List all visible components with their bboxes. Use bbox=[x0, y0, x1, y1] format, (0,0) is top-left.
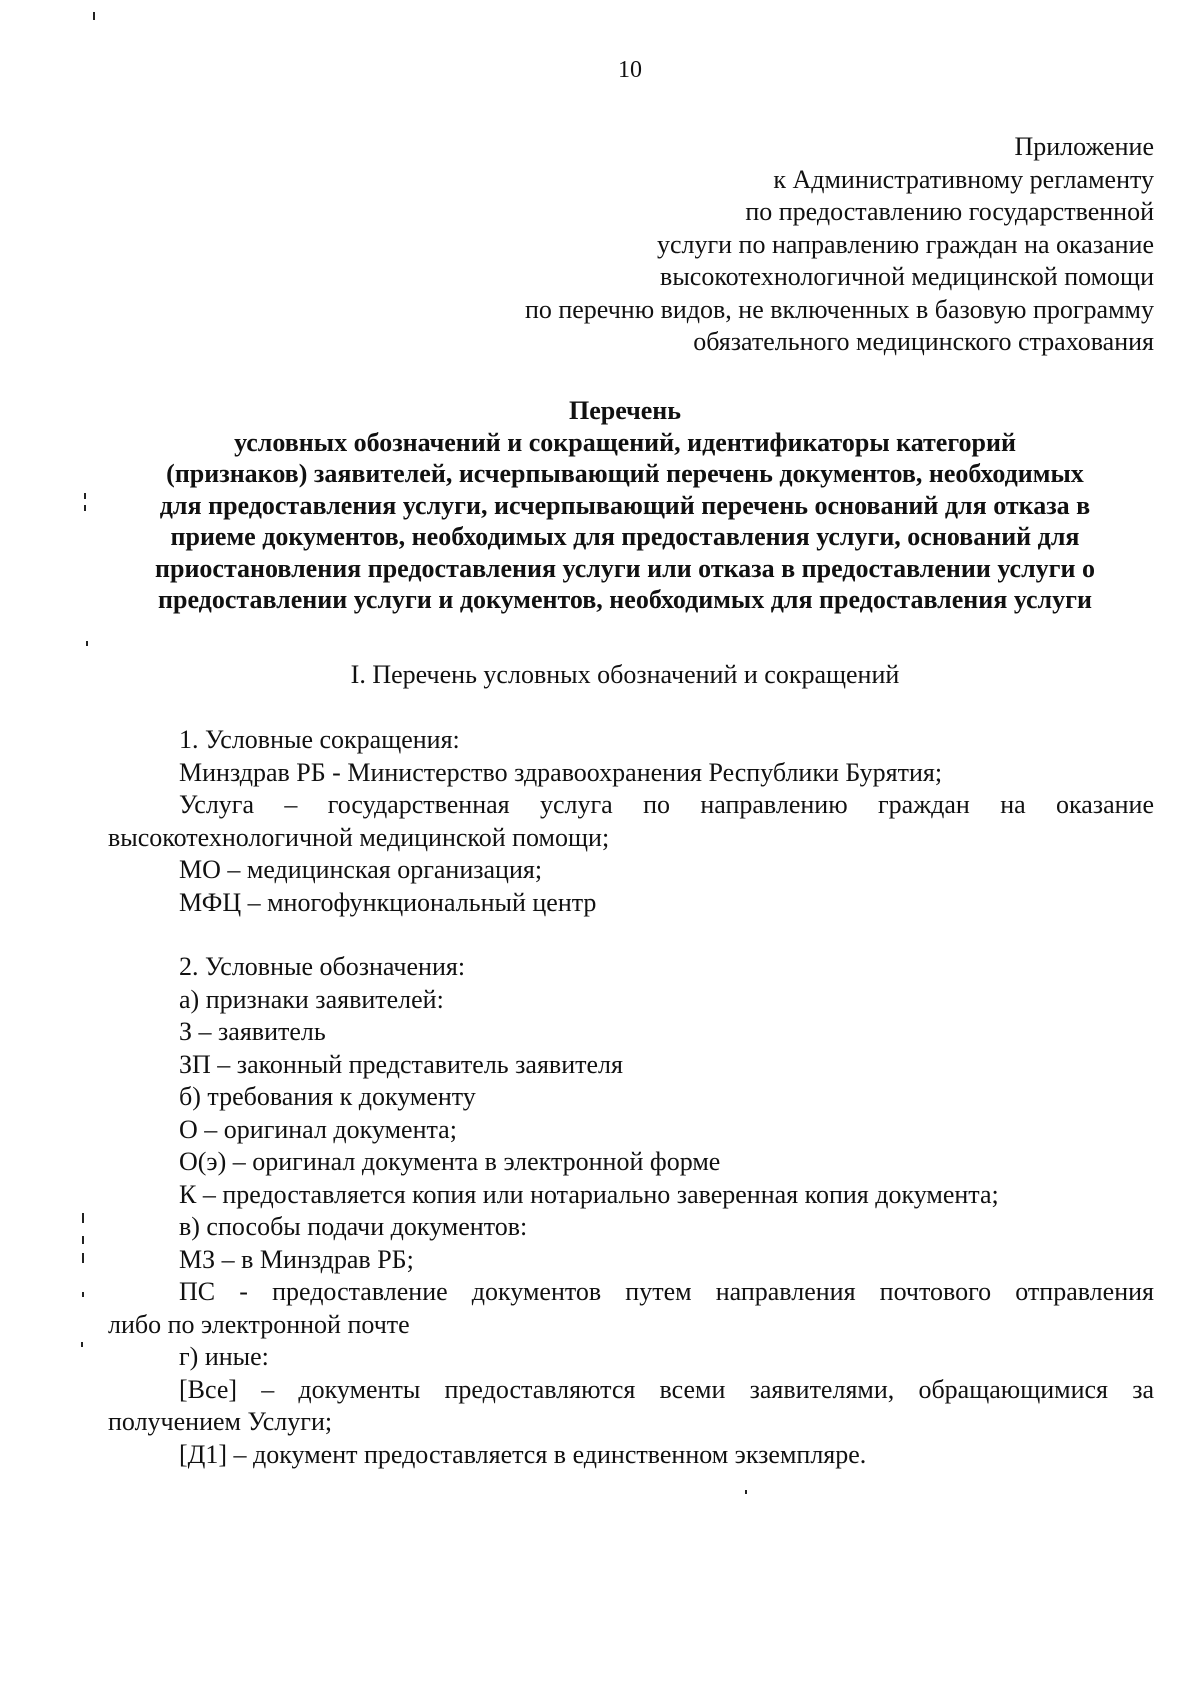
designations-heading: 2. Условные обозначения: bbox=[179, 952, 466, 981]
designation-item: З – заявитель bbox=[179, 1017, 326, 1046]
title-line: для предоставления услуги, исчерпывающий перечень оснований для отказа в bbox=[159, 490, 1091, 520]
scan-speck bbox=[86, 641, 88, 646]
appendix-line: высокотехнологичной медицинской помощи bbox=[660, 262, 1154, 291]
designation-item: МЗ – в Минздрав РБ; bbox=[179, 1244, 414, 1274]
page-number: 10 bbox=[618, 57, 642, 83]
abbreviation-item-continuation: высокотехнологичной медицинской помощи; bbox=[108, 822, 610, 852]
designation-item: О – оригинал документа; bbox=[179, 1114, 457, 1144]
designations-block bbox=[108, 951, 1154, 1471]
designation-item: К – предоставляется копия или нотариально заверенная копия документа; bbox=[179, 1179, 999, 1209]
abbreviation-item: МФЦ – многофункциональный центр bbox=[179, 887, 597, 917]
designation-item: б) требования к документу bbox=[179, 1082, 476, 1111]
document-title bbox=[100, 395, 1150, 616]
designation-item: [Д1] – документ предоставляется в единственном экземпляре. bbox=[179, 1439, 867, 1469]
abbreviation-item: Минздрав РБ - Министерство здравоохранения Республики Бурятия; bbox=[179, 757, 943, 787]
section-heading: I. Перечень условных обозначений и сокращений bbox=[350, 660, 900, 689]
scan-speck bbox=[745, 1490, 747, 1494]
title-line: предоставлении услуги и документов, необходимых для предоставления услуги bbox=[158, 585, 1092, 614]
designation-item: г) иные: bbox=[179, 1342, 269, 1371]
scan-speck bbox=[82, 1213, 84, 1223]
appendix-line: услуги по направлению граждан на оказание bbox=[656, 229, 1154, 259]
appendix-line: по перечню видов, не включенных в базовую программу bbox=[524, 294, 1154, 324]
abbreviations-heading: 1. Условные сокращения: bbox=[179, 725, 460, 754]
abbreviation-item: Услуга – государственная услуга по направлению граждан на оказание bbox=[179, 790, 1154, 819]
designation-item: О(э) – оригинал документа в электронной форме bbox=[179, 1147, 721, 1176]
designation-item: в) способы подачи документов: bbox=[179, 1212, 528, 1241]
designation-item-continuation: либо по электронной почте bbox=[108, 1309, 410, 1339]
appendix-line: обязательного медицинского страхования bbox=[693, 327, 1154, 356]
abbreviations-block bbox=[108, 724, 1154, 919]
scan-speck bbox=[84, 493, 86, 499]
scan-speck bbox=[81, 1342, 83, 1347]
scan-speck bbox=[82, 1236, 84, 1244]
title-line: условных обозначений и сокращений, идентификаторы категорий bbox=[234, 427, 1016, 457]
title-heading: Перечень bbox=[568, 396, 682, 425]
designation-item: [Все] – документы предоставляются всеми заявителями, обращающимися за bbox=[179, 1374, 1154, 1404]
scan-speck bbox=[82, 1292, 84, 1297]
title-line: приостановления предоставления услуги или отказа в предоставлении услуги о bbox=[155, 553, 1095, 583]
appendix-line: по предоставлению государственной bbox=[745, 197, 1154, 226]
title-line: приеме документов, необходимых для предоставления услуги, оснований для bbox=[170, 522, 1080, 551]
designation-item: ПС - предоставление документов путем направления почтового отправления bbox=[179, 1277, 1154, 1306]
appendix-block bbox=[354, 131, 1154, 359]
appendix-line: Приложение bbox=[1014, 132, 1154, 161]
scan-speck bbox=[93, 12, 95, 20]
title-line: (признаков) заявителей, исчерпывающий перечень документов, необходимых bbox=[166, 459, 1084, 488]
abbreviation-item: МО – медицинская организация; bbox=[179, 855, 543, 884]
scan-speck bbox=[82, 1253, 84, 1263]
scan-speck bbox=[84, 505, 86, 511]
designation-item-continuation: получением Услуги; bbox=[108, 1407, 333, 1436]
designation-item: а) признаки заявителей: bbox=[179, 984, 444, 1014]
designation-item: ЗП – законный представитель заявителя bbox=[179, 1049, 623, 1079]
appendix-line: к Административному регламенту bbox=[773, 164, 1154, 194]
